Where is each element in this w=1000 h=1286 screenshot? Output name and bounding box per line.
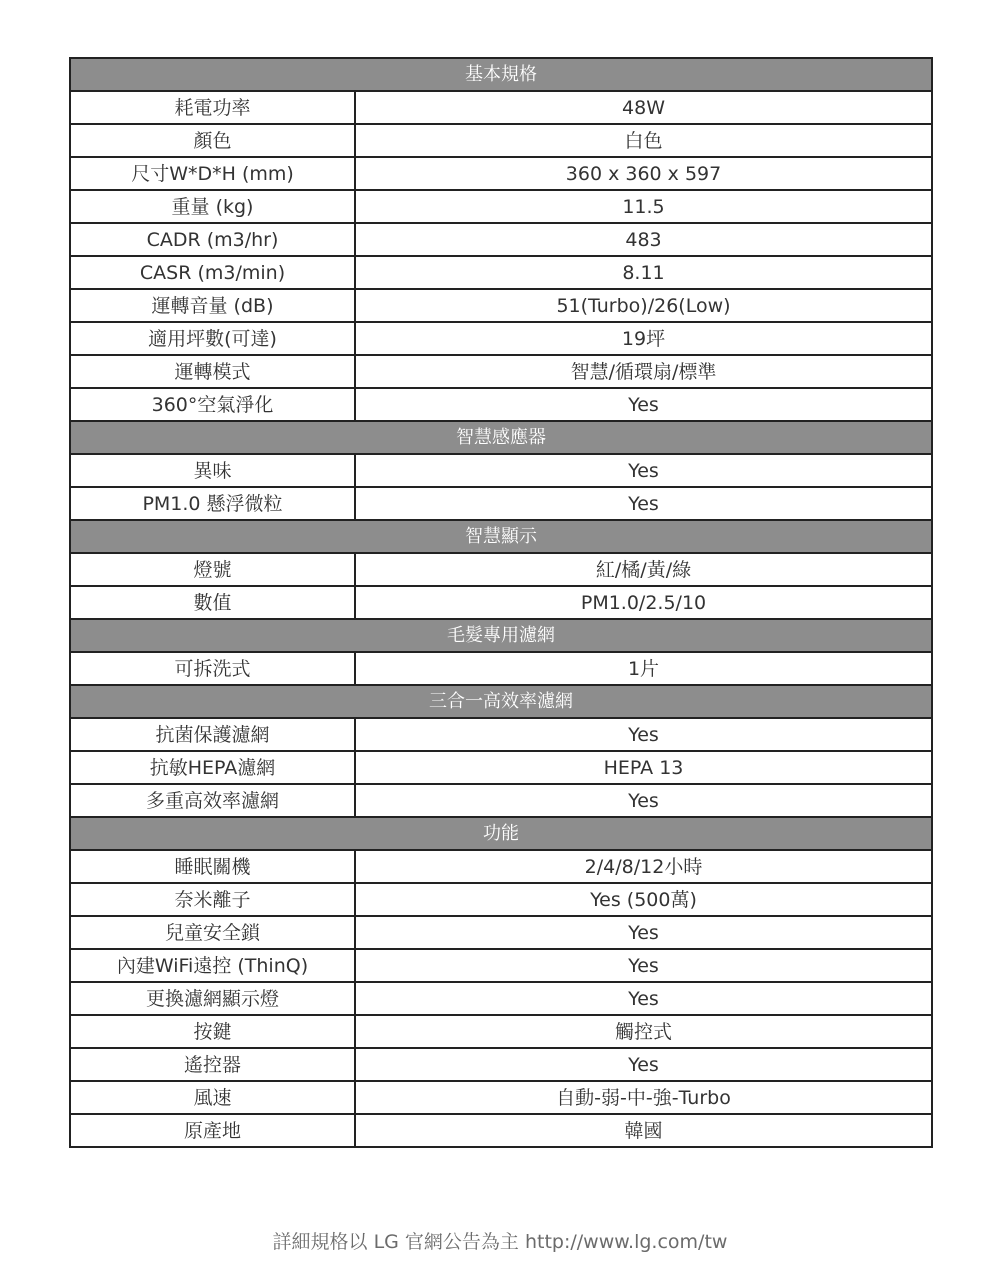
section-header-row (70, 520, 932, 553)
spec-value: Yes (355, 487, 932, 520)
spec-row (70, 1015, 932, 1048)
spec-value: Yes (355, 454, 932, 487)
spec-label: 適用坪數(可達) (70, 322, 355, 355)
spec-value: 48W (355, 91, 932, 124)
footer-note: 詳細規格以 LG 官網公告為主 http://www.lg.com/tw (272, 1231, 728, 1253)
spec-value: 韓國 (355, 1114, 932, 1147)
spec-label: 顏色 (70, 124, 355, 157)
spec-label: 內建WiFi遠控 (ThinQ) (70, 949, 355, 982)
spec-label: 可拆洗式 (70, 652, 355, 685)
spec-label: PM1.0 懸浮微粒 (70, 487, 355, 520)
spec-label: 重量 (kg) (70, 190, 355, 223)
spec-value: 1片 (355, 652, 932, 685)
spec-value: HEPA 13 (355, 751, 932, 784)
spec-value: 8.11 (355, 256, 932, 289)
spec-value: 觸控式 (355, 1015, 932, 1048)
spec-table-body (70, 58, 932, 1147)
spec-table (69, 57, 933, 1148)
spec-label: 運轉音量 (dB) (70, 289, 355, 322)
spec-label: 耗電功率 (70, 91, 355, 124)
spec-row (70, 652, 932, 685)
spec-row (70, 553, 932, 586)
spec-label: 燈號 (70, 553, 355, 586)
spec-label: 按鍵 (70, 1015, 355, 1048)
spec-row (70, 223, 932, 256)
spec-row (70, 256, 932, 289)
spec-value: 2/4/8/12小時 (355, 850, 932, 883)
spec-row (70, 157, 932, 190)
spec-value: Yes (355, 388, 932, 421)
section-title: 智慧感應器 (70, 421, 932, 454)
section-header-row (70, 421, 932, 454)
spec-label: 奈米離子 (70, 883, 355, 916)
spec-row (70, 1048, 932, 1081)
spec-row (70, 289, 932, 322)
spec-label: 數值 (70, 586, 355, 619)
spec-row (70, 982, 932, 1015)
spec-row (70, 91, 932, 124)
spec-value: 483 (355, 223, 932, 256)
spec-value: 白色 (355, 124, 932, 157)
spec-label: 原產地 (70, 1114, 355, 1147)
section-header-row (70, 817, 932, 850)
spec-row (70, 751, 932, 784)
section-title: 基本規格 (70, 58, 932, 91)
spec-row (70, 1081, 932, 1114)
spec-row (70, 784, 932, 817)
spec-value: 360 x 360 x 597 (355, 157, 932, 190)
spec-label: CADR (m3/hr) (70, 223, 355, 256)
spec-label: 抗菌保護濾網 (70, 718, 355, 751)
spec-value: Yes (355, 1048, 932, 1081)
section-title: 功能 (70, 817, 932, 850)
spec-label: CASR (m3/min) (70, 256, 355, 289)
spec-row (70, 388, 932, 421)
section-title: 三合一高效率濾網 (70, 685, 932, 718)
section-title: 毛髮專用濾網 (70, 619, 932, 652)
spec-label: 運轉模式 (70, 355, 355, 388)
section-header-row (70, 685, 932, 718)
spec-label: 遙控器 (70, 1048, 355, 1081)
spec-row (70, 718, 932, 751)
spec-value: 11.5 (355, 190, 932, 223)
spec-value: 自動-弱-中-強-Turbo (355, 1081, 932, 1114)
spec-label: 兒童安全鎖 (70, 916, 355, 949)
spec-label: 尺寸W*D*H (mm) (70, 157, 355, 190)
spec-row (70, 1114, 932, 1147)
spec-value: PM1.0/2.5/10 (355, 586, 932, 619)
spec-value: Yes (500萬) (355, 883, 932, 916)
spec-row (70, 586, 932, 619)
section-header-row (70, 619, 932, 652)
spec-label: 風速 (70, 1081, 355, 1114)
spec-row (70, 454, 932, 487)
spec-value: 19坪 (355, 322, 932, 355)
spec-row (70, 190, 932, 223)
spec-value: Yes (355, 784, 932, 817)
section-title: 智慧顯示 (70, 520, 932, 553)
spec-label: 多重高效率濾網 (70, 784, 355, 817)
spec-value: 智慧/循環扇/標準 (355, 355, 932, 388)
spec-row (70, 883, 932, 916)
spec-label: 抗敏HEPA濾網 (70, 751, 355, 784)
spec-label: 更換濾網顯示燈 (70, 982, 355, 1015)
spec-row (70, 949, 932, 982)
spec-label: 睡眠關機 (70, 850, 355, 883)
spec-row (70, 124, 932, 157)
spec-value: Yes (355, 718, 932, 751)
spec-value: Yes (355, 949, 932, 982)
section-header-row (70, 58, 932, 91)
spec-value: 51(Turbo)/26(Low) (355, 289, 932, 322)
spec-label: 異味 (70, 454, 355, 487)
spec-row (70, 850, 932, 883)
spec-row (70, 355, 932, 388)
spec-row (70, 487, 932, 520)
spec-label: 360°空氣淨化 (70, 388, 355, 421)
spec-value: 紅/橘/黃/綠 (355, 553, 932, 586)
spec-row (70, 916, 932, 949)
spec-value: Yes (355, 982, 932, 1015)
spec-row (70, 322, 932, 355)
spec-value: Yes (355, 916, 932, 949)
